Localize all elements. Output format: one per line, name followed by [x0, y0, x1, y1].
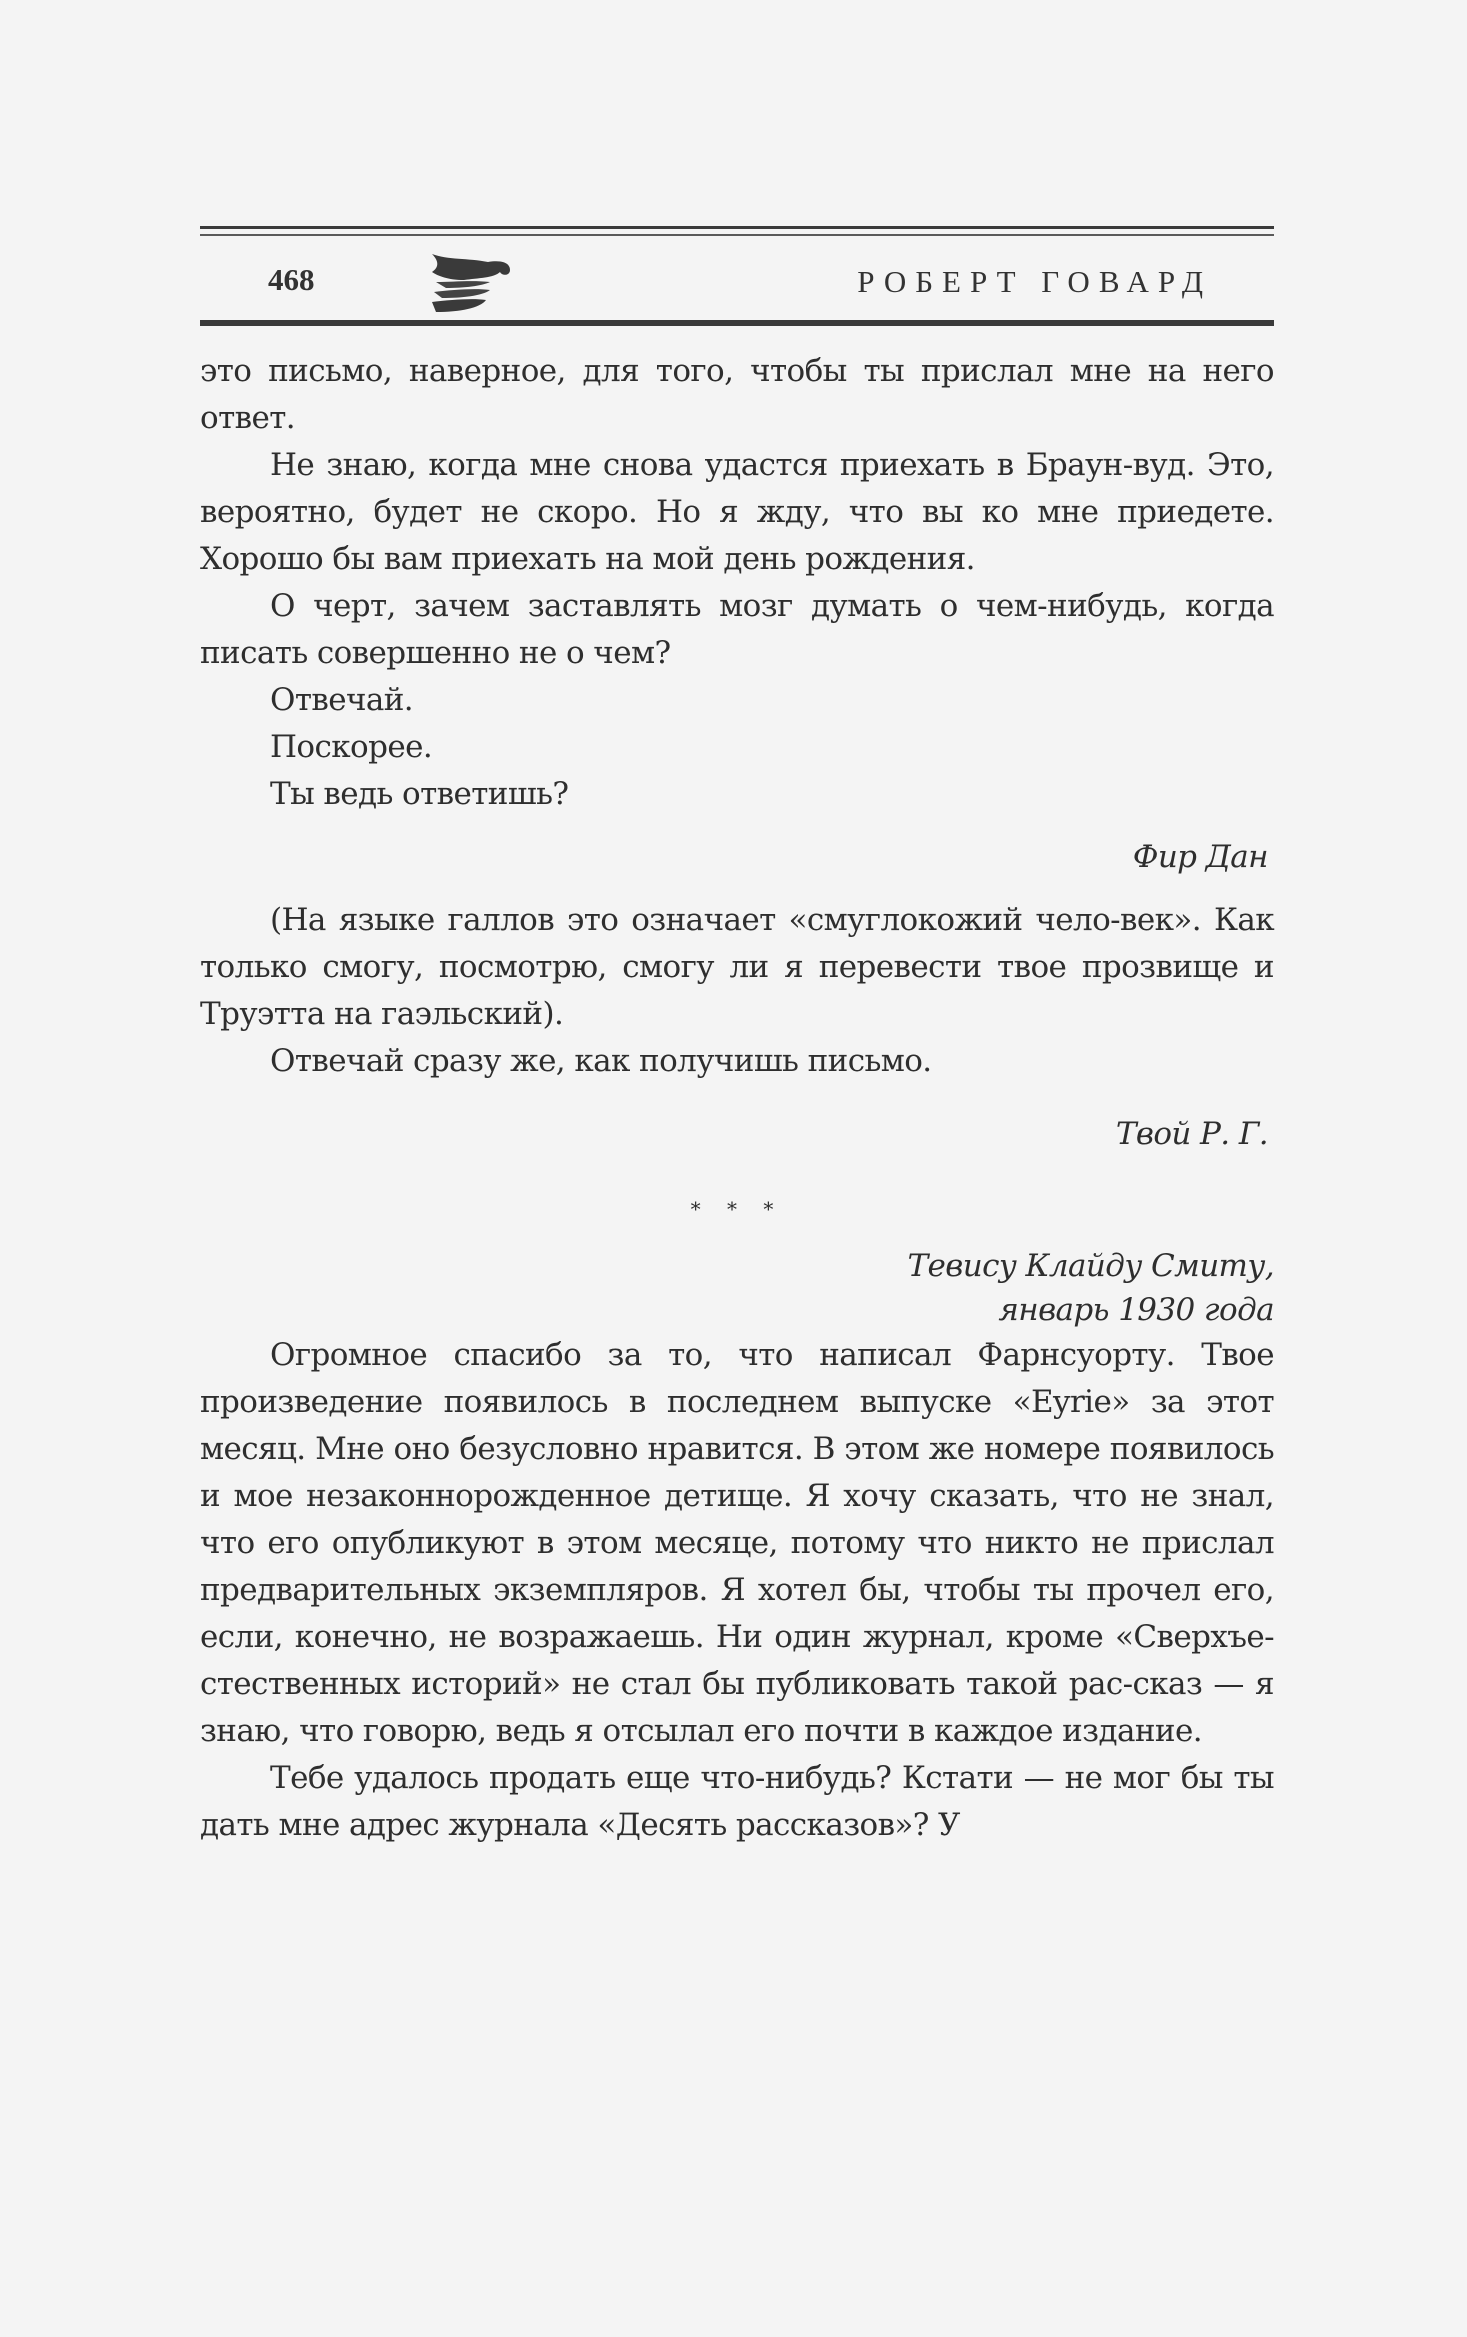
section-separator: * * *: [690, 1197, 784, 1221]
signature: Фир Дан: [1132, 839, 1268, 875]
header-rule-top: [200, 226, 1274, 229]
letter-date: январь 1930 года: [998, 1292, 1274, 1328]
paragraph: Поскорее.: [270, 729, 433, 765]
paragraph: О черт, зачем заставлять мозг думать о чем-нибудь, когда писать совершенно не о чем?: [200, 588, 1274, 671]
paragraph: Отвечай сразу же, как получишь письмо.: [270, 1043, 932, 1079]
paragraph: (На языке галлов это означает «смуглокожий чело-век». Как только смогу, посмотрю, смогу ли я перевести твое прозвище и Труэтта на гаэльский).: [200, 902, 1274, 1032]
running-title: РОБЕРТ ГОВАРД: [857, 264, 1212, 299]
paragraph: Огромное спасибо за то, что написал Фарнсуорту. Твое произведение появилось в последнем выпуске «Eyrie» за этот месяц. Мне оно безусловно нравится. В этом же номере появилось и мое незаконнорожденное детище. Я хочу сказать, что не знал, что его опубликуют в этом месяце, потому что никто не прислал предварительных экземпляров. Я хотел бы, чтобы ты прочел его, если, конечно, не возражаешь. Ни один журнал, кроме «Сверхъе-стественных историй» не стал бы публиковать такой рас-сказ — я знаю, что говорю, ведь я отсылал его почти в каждое издание.: [200, 1337, 1274, 1749]
page-body: [200, 348, 1274, 1849]
paragraph: Не знаю, когда мне снова удастся приехать в Браун-вуд. Это, вероятно, будет не скоро. Но я жду, что вы ко мне приедете. Хорошо бы вам приехать на мой день рождения.: [200, 447, 1274, 577]
letter-addressee: Тевису Клайду Смиту,: [907, 1248, 1274, 1284]
page-number: 468: [268, 262, 315, 297]
paragraph: Отвечай.: [270, 682, 414, 718]
signature: Твой Р. Г.: [1115, 1116, 1268, 1152]
paragraph: это письмо, наверное, для того, чтобы ты прислал мне на него ответ.: [200, 353, 1274, 436]
header-rule-bottom: [200, 320, 1274, 326]
header-rule-top-thin: [200, 234, 1274, 236]
ship-prow-ornament-icon: [428, 250, 514, 316]
paragraph: Тебе удалось продать еще что-нибудь? Кстати — не мог бы ты дать мне адрес журнала «Десять рассказов»? У: [200, 1760, 1274, 1843]
paragraph: Ты ведь ответишь?: [270, 776, 569, 812]
